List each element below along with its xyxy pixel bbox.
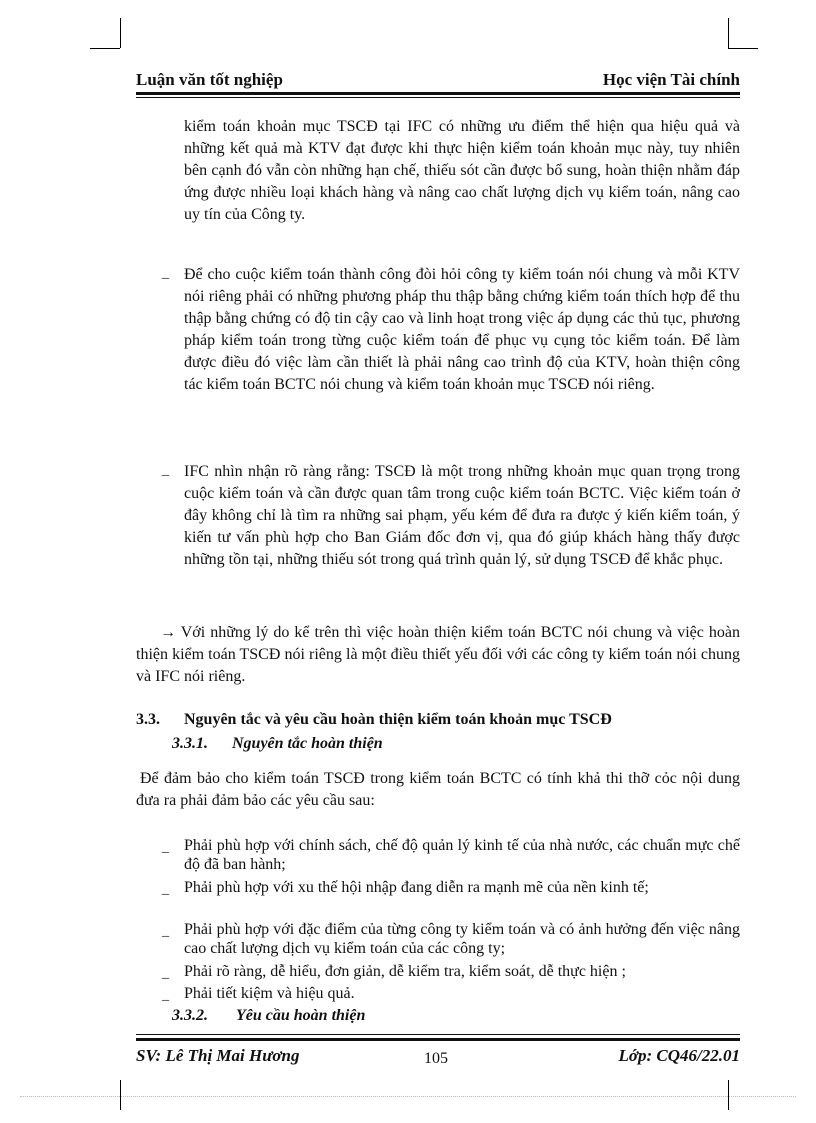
bullet-marker: _ xyxy=(162,966,169,981)
header-left-title: Luận văn tốt nghiệp xyxy=(136,70,283,89)
bullet-marker: _ xyxy=(162,882,169,897)
bullet-marker: _ xyxy=(162,840,169,855)
bullet-item: IFC nhìn nhận rõ ràng rằng: TSCĐ là một trong những khoản mục quan trọng trong cuộc kiểm toán và cần được quan tâm trong cuộc kiểm toán BCTC. Việc kiểm toán ở đây không chỉ là tìm ra những sai phạm, yếu kém để đưa ra được ý kiến kiểm toán, ý kiến tư vấn phù hợp cho Ban Giám đốc đơn vị, qua đó giúp khách hàng thấy được những tồn tại, những thiếu sót trong quá trình quản lý, sử dụng TSCĐ để khắc phục. xyxy=(184,463,740,568)
crop-mark-br xyxy=(728,1080,729,1110)
conclusion-paragraph: → Với những lý do kể trên thì việc hoàn thiện kiểm toán BCTC nói chung và việc hoàn thiện kiểm toán TSCĐ nói riêng là một điều thiết yếu đối với các công ty kiểm toán nói chung và IFC nói riêng. xyxy=(136,624,740,685)
intro-paragraph: Để đảm bảo cho kiểm toán TSCĐ trong kiểm toán BCTC có tính khả thi thỡ cỏc nội dung đưa ra phải đảm bảo các yêu cầu sau: xyxy=(136,770,740,809)
footer-student-name: SV: Lê Thị Mai Hương xyxy=(136,1046,300,1065)
section-number: 3.3. xyxy=(136,711,160,728)
bullet-marker: _ xyxy=(162,463,169,478)
page-number: 105 xyxy=(424,1050,448,1067)
crop-mark-tr-h xyxy=(728,48,758,49)
crop-mark-tl xyxy=(120,18,121,48)
header-rule-thick xyxy=(136,92,740,95)
crop-mark-tr xyxy=(728,18,729,48)
subsection-title: Nguyên tắc hoàn thiện xyxy=(232,735,383,752)
subsection-number: 3.3.1. xyxy=(172,735,208,752)
paragraph-continued: kiểm toán khoản mục TSCĐ tại IFC có những ưu điểm thể hiện qua hiệu quả và những kết quả mà KTV đạt được khi thực hiện kiểm toán khoản mục này, tuy nhiên bên cạnh đó vẫn còn những hạn chế, thiếu sót cần được bổ sung, hoàn thiện nhằm đáp ứng được nhiều loại khách hàng và nâng cao chất lượng dịch vụ kiểm toán, nâng cao uy tín của Công ty. xyxy=(184,118,740,223)
requirement-item: Phải tiết kiệm và hiệu quả. xyxy=(184,985,355,1002)
bullet-item: Để cho cuộc kiểm toán thành công đòi hỏi công ty kiểm toán nói chung và mỗi KTV nói riêng phải có những phương pháp thu thập bằng chứng kiểm toán thích hợp để thu thập bằng chứng có độ tin cậy cao và linh hoạt trong việc áp dụng các thủ tục, phương pháp kiểm toán trong từng cuộc kiểm toán để phục vụ cụng tỏc kiểm toán. Để làm được điều đó việc làm cần thiết là phải nâng cao trình độ của KTV, hoàn thiện công tác kiểm toán BCTC nói chung và kiểm toán khoản mục TSCĐ nói riêng. xyxy=(184,266,740,393)
requirement-item: Phải phù hợp với đặc điểm của từng công ty kiểm toán và có ảnh hưởng đến việc nâng cao chất lượng dịch vụ kiểm toán của các công ty; xyxy=(184,921,740,957)
crop-mark-tl-h xyxy=(90,48,120,49)
bullet-marker: _ xyxy=(162,924,169,939)
footer-class: Lớp: CQ46/22.01 xyxy=(618,1046,740,1065)
requirement-item: Phải phù hợp với chính sách, chế độ quản lý kinh tế của nhà nước, các chuẩn mực chế độ đã ban hành; xyxy=(184,837,740,873)
footer-rule-thin xyxy=(136,1034,740,1035)
bullet-marker: _ xyxy=(162,988,169,1003)
requirement-item: Phải rõ ràng, dễ hiểu, đơn giản, dễ kiểm tra, kiểm soát, dễ thực hiện ; xyxy=(184,963,626,980)
section-title: Nguyên tắc và yêu cầu hoàn thiện kiểm toán khoản mục TSCĐ xyxy=(184,711,612,728)
page-header xyxy=(136,70,740,90)
crop-mark-bl xyxy=(120,1080,121,1110)
header-right-title: Học viện Tài chính xyxy=(602,70,740,89)
bullet-marker: _ xyxy=(162,266,169,281)
subsection-number: 3.3.2. xyxy=(172,1007,208,1024)
header-rule-thin xyxy=(136,97,740,98)
page-bottom-dotted-line xyxy=(20,1096,796,1097)
requirement-item: Phải phù hợp với xu thế hội nhập đang diễn ra mạnh mẽ của nền kinh tế; xyxy=(184,879,649,896)
footer-rule-thick xyxy=(136,1038,740,1041)
subsection-title: Yêu cầu hoàn thiện xyxy=(236,1007,366,1024)
